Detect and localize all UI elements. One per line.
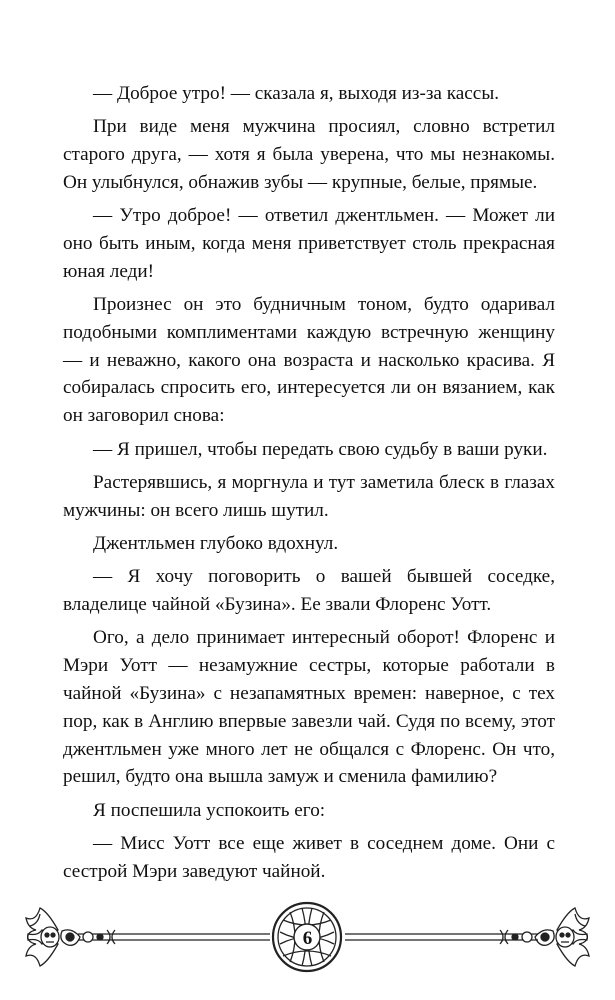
paragraph: — Я пришел, чтобы передать свою судьбу в ваши руки. — [93, 438, 548, 460]
paragraph: — Я хочу поговорить о вашей бывшей соседке, владелице чайной «Бузина». Ее звали Флоренс Уотт. — [63, 566, 555, 616]
book-text — [63, 80, 555, 891]
paragraph: — Утро доброе! — ответил джентльмен. — Может ли оно быть иным, когда меня приветствует столь прекрасная юная леди! — [63, 205, 555, 282]
paragraph: Произнес он это будничным тоном, будто одаривал подобными комплиментами каждую встречную женщину — и неважно, какого она возраста и насколько красива. Я собиралась спросить его, интересуется ли он вязанием, как он заговорил снова: — [63, 294, 555, 427]
paragraph: Ого, а дело принимает интересный оборот! Флоренс и Мэри Уотт — незамужние сестры, которые работали в чайной «Бузина» с незапамятных времен: наверное, с тех пор, как в Англию впервые завезли чай. Судя по всему, этот джентльмен уже много лет не общался с Флоренс. Он что, решил, будто она вышла замуж и сменила фамилию? — [63, 627, 555, 788]
paragraph: — Доброе утро! — сказала я, выходя из-за кассы. — [93, 83, 500, 104]
page-number: 6 — [302, 928, 313, 949]
paragraph: При виде меня мужчина просиял, словно встретил старого друга, — хотя я была уверена, что мы незнакомы. Он улыбнулся, обнажив зубы — крупные, белые, прямые. — [63, 116, 555, 193]
paragraph: Джентльмен глубоко вдохнул. — [93, 532, 339, 554]
paragraph: Растерявшись, я моргнула и тут заметила блеск в глазах мужчины: он всего лишь шутил. — [63, 471, 555, 521]
paragraph: — Мисс Уотт все еще живет в соседнем доме. Они с сестрой Мэри заведуют чайной. — [63, 832, 555, 882]
paragraph: Я поспешила успокоить его: — [93, 799, 326, 821]
